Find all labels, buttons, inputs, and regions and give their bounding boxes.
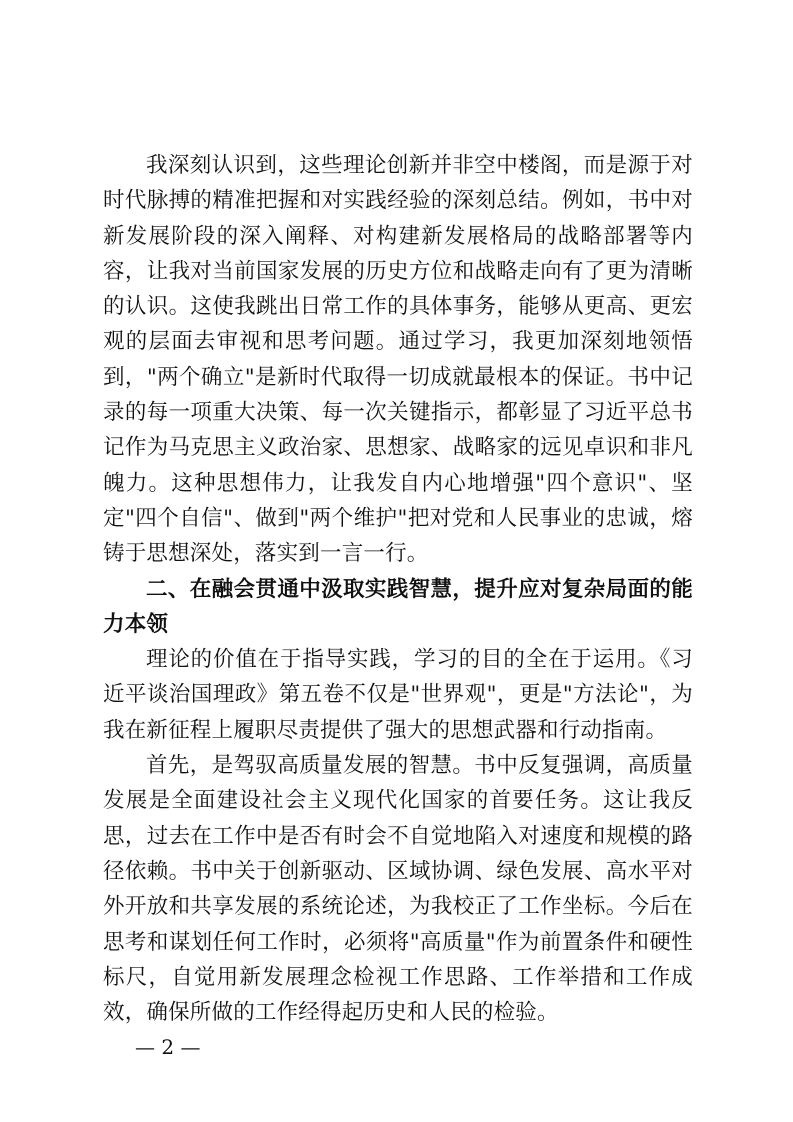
paragraph-high-quality-development: 首先，是驾驭高质量发展的智慧。书中反复强调，高质量发展是全面建设社会主义现代化国家的首要任务。这让我反思，过去在工作中是否有时会不自觉地陷入对速度和规模的路径依赖。书中关于创新驱动、区域协调、绿色发展、高水平对外开放和共享发展的系统论述，为我校正了工作坐标。今后在思考和谋划任何工作时，必须将"高质量"作为前置条件和硬性标尺，自觉用新发展理念检视工作思路、工作举措和工作成效，确保所做的工作经得起历史和人民的检验。: [103, 753, 693, 1026]
paragraph-theory-innovation: 我深刻认识到，这些理论创新并非空中楼阁，而是源于对时代脉搏的精准把握和对实践经验的深刻总结。例如，书中对新发展阶段的深入阐释、对构建新发展格局的战略部署等内容，让我对当前国家发展的历史方位和战略走向有了更为清晰的认识。这使我跳出日常工作的具体事务，能够从更高、更宏观的层面去审视和思考问题。通过学习，我更加深刻地领悟到，"两个确立"是新时代取得一切成就最根本的保证。书中记录的每一项重大决策、每一次关键指示，都彰显了习近平总书记作为马克思主义政治家、思想家、战略家的远见卓识和非凡魄力。这种思想伟力，让我发自内心地增强"四个意识"、坚定"四个自信"、做到"两个维护"把对党和人民事业的忠诚，熔铸于思想深处，落实到一言一行。: [103, 153, 693, 567]
page-number: — 2 —: [135, 1035, 201, 1059]
document-body: [103, 148, 693, 1030]
section-heading: 二、在融会贯通中汲取实践智慧，提升应对复杂局面的能力本领: [103, 576, 693, 637]
paragraph-theory-practice: 理论的价值在于指导实践，学习的目的全在于运用。《习近平谈治国理政》第五卷不仅是"世界观"，更是"方法论"，为我在新征程上履职尽责提供了强大的思想武器和行动指南。: [103, 647, 693, 743]
